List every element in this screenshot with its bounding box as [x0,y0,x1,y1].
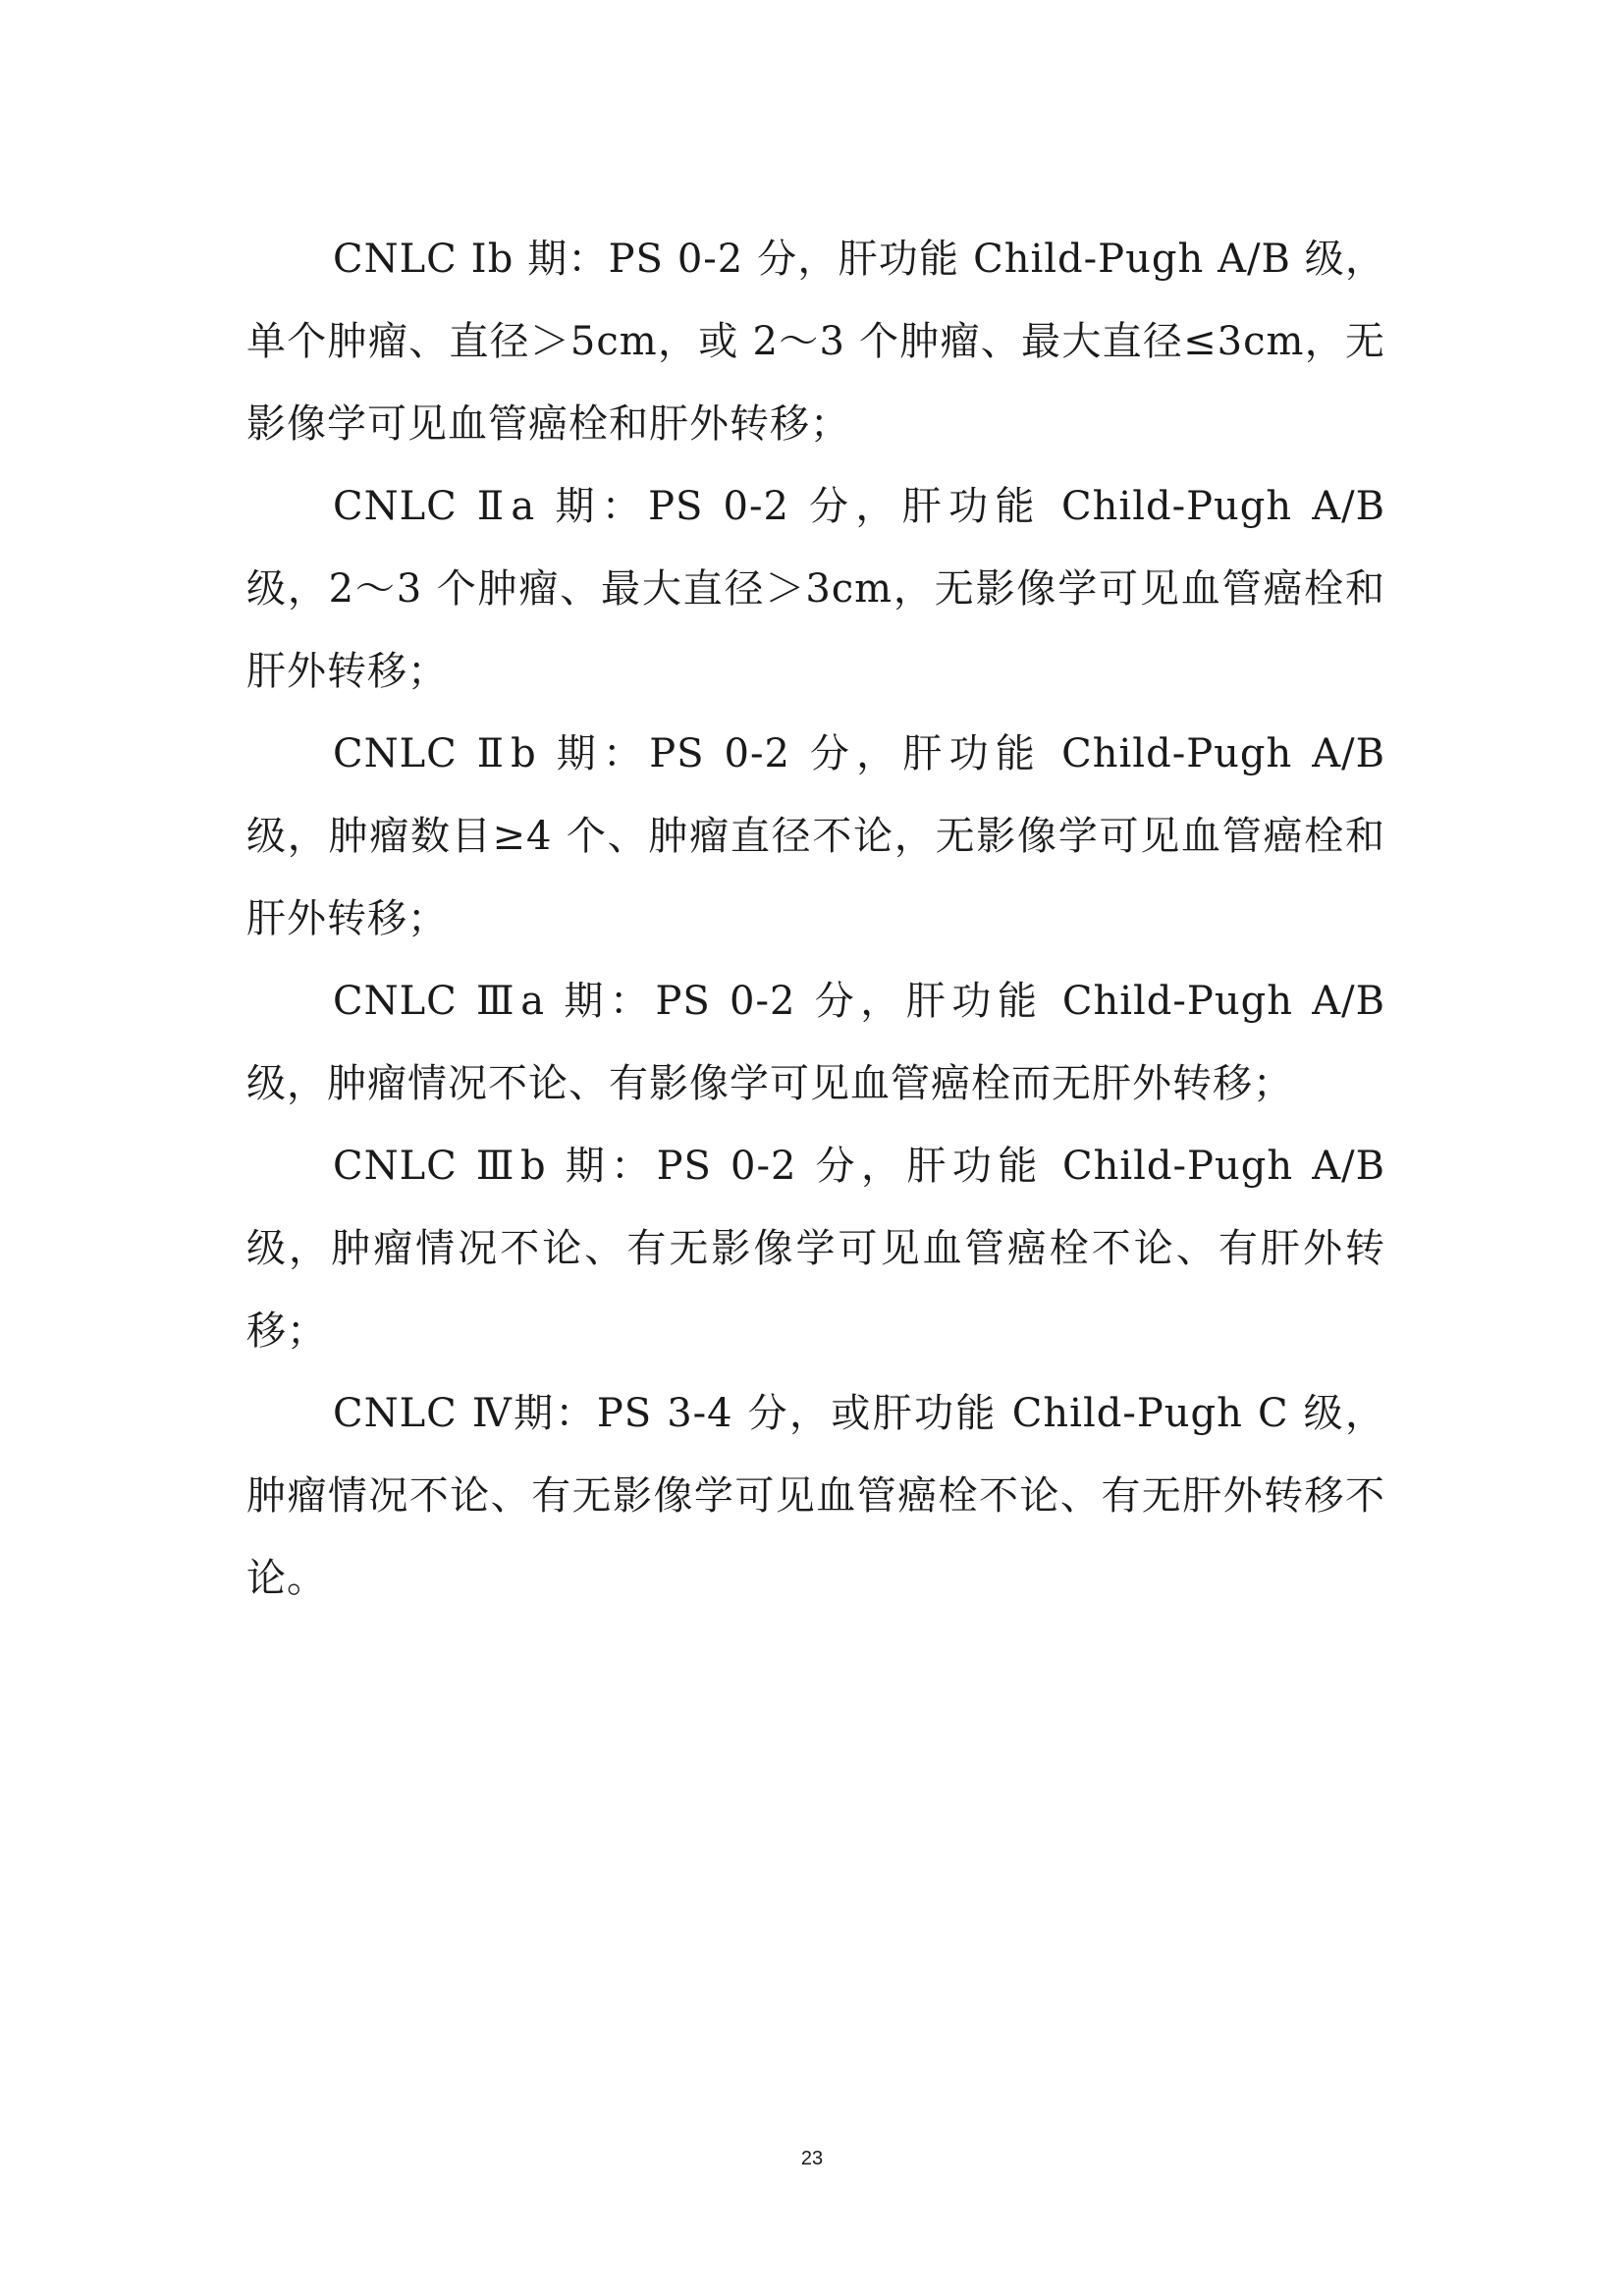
paragraph-cnlc-1b: CNLC Ⅰb 期：PS 0-2 分，肝功能 Child-Pugh A/B 级，单个肿瘤、直径＞5cm，或 2～3 个肿瘤、最大直径≤3cm，无影像学可见血管癌栓和肝外转移； [246,237,1385,447]
paragraph-cnlc-2b: CNLC Ⅱb 期：PS 0-2 分，肝功能 Child-Pugh A/B 级，肿瘤数目≥4 个、肿瘤直径不论，无影像学可见血管癌栓和肝外转移； [246,731,1385,941]
paragraph-cnlc-3a: CNLC Ⅲa 期：PS 0-2 分，肝功能 Child-Pugh A/B 级，肿瘤情况不论、有影像学可见血管癌栓而无肝外转移； [246,979,1385,1106]
paragraph-cnlc-4: CNLC Ⅳ期：PS 3-4 分，或肝功能 Child-Pugh C 级，肿瘤情况不论、有无影像学可见血管癌栓不论、有无肝外转移不论。 [246,1391,1385,1601]
paragraph-cnlc-3b: CNLC Ⅲb 期：PS 0-2 分，肝功能 Child-Pugh A/B 级，肿瘤情况不论、有无影像学可见血管癌栓不论、有肝外转移； [246,1144,1385,1354]
page-number: 23 [800,2148,824,2169]
body-text [246,218,1385,1620]
paragraph-cnlc-2a: CNLC Ⅱa 期：PS 0-2 分，肝功能 Child-Pugh A/B 级，2～3 个肿瘤、最大直径＞3cm，无影像学可见血管癌栓和肝外转移； [246,484,1385,694]
